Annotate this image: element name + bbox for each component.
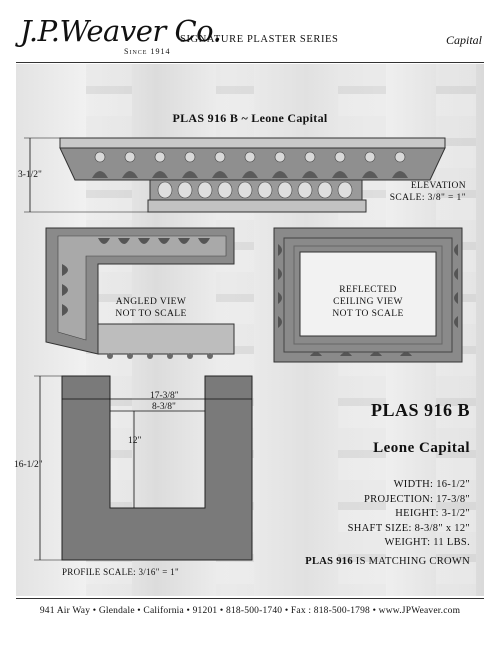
footer-divider [16, 598, 484, 599]
header-divider [16, 62, 484, 63]
elevation-label [390, 180, 466, 204]
reflected-view-label [312, 284, 424, 320]
footer-contact: 941 Air Way • Glendale • California • 91201 • 818-500-1740 • Fax : 818-500-1798 • www.JPWeaver.com [39, 606, 461, 616]
category-tag: Capital [445, 33, 482, 47]
section-title: PLAS 916 B ~ Leone Capital [172, 111, 328, 125]
elevation-height-dimension: 3-1/2" [18, 170, 42, 180]
matching-crown-code: PLAS 916 [305, 556, 353, 567]
angled-view-label [96, 296, 206, 320]
profile-scale: PROFILE SCALE: 3/16" = 1" [62, 567, 179, 577]
profile-drawing [0, 370, 270, 570]
angled-view-line2: NOT TO SCALE [115, 309, 187, 319]
angled-view-drawing [38, 224, 238, 364]
product-code: PLAS 916 B [370, 400, 470, 420]
spec-weight: WEIGHT: 11 LBS. [384, 537, 470, 548]
spec-height: HEIGHT: 3-1/2" [395, 508, 470, 519]
reflected-view-line1: REFLECTED [339, 285, 397, 295]
spec-width: WIDTH: 16-1/2" [393, 479, 470, 490]
reflected-view-line2: CEILING VIEW [333, 297, 403, 307]
elevation-label-line1: ELEVATION [410, 181, 466, 191]
matching-crown-text: IS MATCHING CROWN [352, 556, 470, 567]
reflected-view-line3: NOT TO SCALE [332, 309, 404, 319]
since-text: Since 1914 [124, 47, 171, 56]
product-name: Leone Capital [373, 440, 470, 456]
series-title: SIGNATURE PLASTER SERIES [180, 34, 339, 45]
angled-view-line1: ANGLED VIEW [115, 297, 187, 307]
matching-crown-note [305, 556, 470, 567]
spec-shaft-size: SHAFT SIZE: 8-3/8" x 12" [347, 522, 470, 534]
spec-projection: PROJECTION: 17-3/8" [364, 493, 470, 505]
product-specs [270, 478, 470, 551]
profile-projection-dimension: 17-3/8" [150, 391, 179, 401]
elevation-scale: SCALE: 3/8" = 1" [389, 193, 466, 203]
profile-depth-dimension: 12" [128, 436, 142, 446]
profile-shaft-dimension: 8-3/8" [152, 402, 176, 412]
profile-width-dimension: 16-1/2" [14, 460, 43, 470]
company-logo: J.P.Weaver Co. [20, 14, 222, 48]
